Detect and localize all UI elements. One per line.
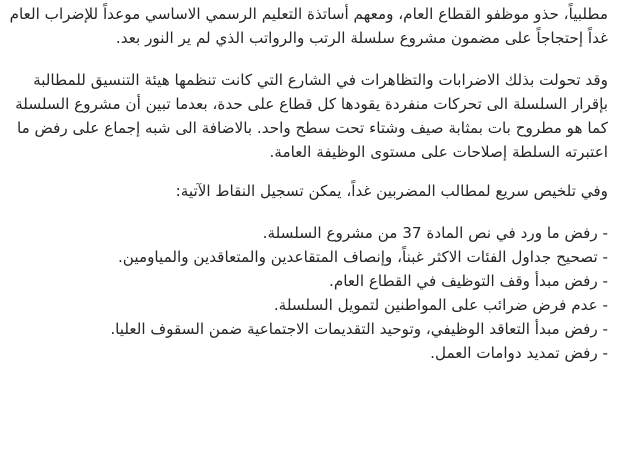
paragraph-spacer — [8, 164, 608, 179]
paragraph-protests-shift: وقد تحولت بذلك الاضرابات والتظاهرات في الشارع التي كانت تنظمها هيئة التنسيق للمطالبة بإقرار السلسلة الى تحركات منفردة يقودها كل قطاع على حدة، بعدما تبين أن مشروع السلسلة كما هو مطروح بات بمثابة صيف وشتاء تحت سطح واحد. بالاضافة الى شبه إجماع على رفض ما اعتبرته السلطة إصلاحات على مستوى الوظيفة العامة. — [15, 71, 608, 161]
paragraph-strike-announcement: مطلبياً، حذو موظفو القطاع العام، ومعهم أساتذة التعليم الرسمي الاساسي موعداً للإضراب العام غداً إحتجاجاً على مضمون مشروع سلسلة الرتب والرواتب الذي لم ير النور بعد. — [9, 5, 608, 47]
list-item: - عدم فرض ضرائب على المواطنين لتمويل السلسلة. — [273, 296, 608, 314]
list-item: - رفض مبدأ وقف التوظيف في القطاع العام. — [329, 272, 608, 290]
demands-list — [8, 221, 608, 365]
paragraph-demands-intro: وفي تلخيص سريع لمطالب المضربين غداً، يمكن تسجيل النقاط الآتية: — [175, 182, 608, 200]
list-item: - رفض مبدأ التعاقد الوظيفي، وتوحيد التقديمات الاجتماعية ضمن السقوف العليا. — [110, 320, 608, 338]
list-item: - تصحيح جداول الفئات الاكثر غبناً، وإنصاف المتقاعدين والمتعاقدين والمياومين. — [117, 248, 608, 266]
paragraph-spacer — [8, 50, 608, 68]
paragraph-spacer — [8, 203, 608, 221]
list-item: - رفض ما ورد في نص المادة 37 من مشروع السلسلة. — [262, 224, 608, 242]
list-item: - رفض تمديد دوامات العمل. — [430, 344, 608, 362]
